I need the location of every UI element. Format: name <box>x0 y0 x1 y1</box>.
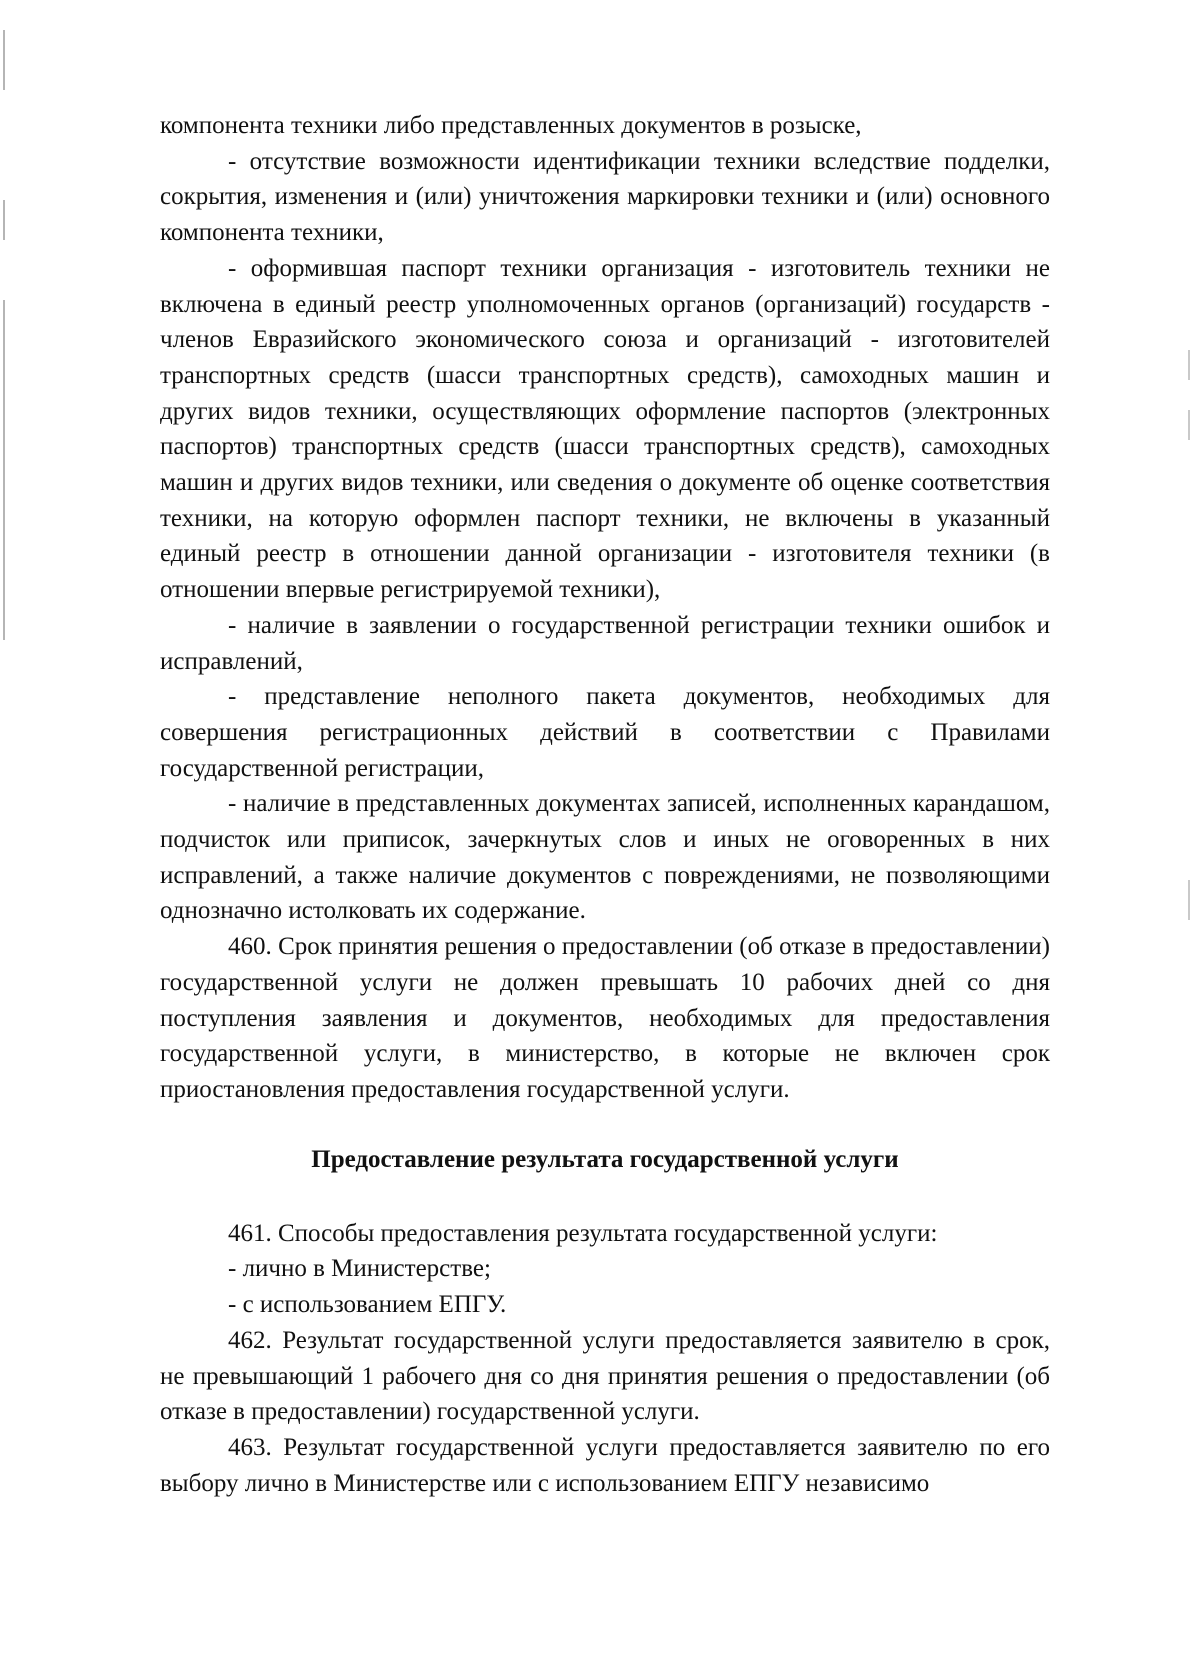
document-page <box>160 108 1050 1501</box>
scan-edge-mark <box>1188 410 1190 440</box>
list-item-epgu: - с использованием ЕПГУ. <box>228 1291 507 1319</box>
paragraph-continuation: компонента техники либо представленных документов в розыске, <box>160 112 862 139</box>
paragraph-461: 461. Способы предоставления результата государственной услуги: <box>228 1219 938 1247</box>
scan-edge-mark <box>3 30 5 90</box>
spacer <box>160 1108 1050 1142</box>
scan-edge-mark <box>3 200 5 240</box>
paragraph-463: 463. Результат государственной услуги предоставляется заявителю по его выбору лично в Министерстве или с использованием ЕПГУ независимо <box>160 1433 1050 1497</box>
paragraph-462: 462. Результат государственной услуги предоставляется заявителю в срок, не превышающий 1 рабочего дня со дня принятия решения о предоставлении (об отказе в предоставлении) государственной услуги. <box>160 1326 1050 1426</box>
paragraph-incomplete-package: - представление неполного пакета документов, необходимых для совершения регистрационных действий в соответствии с Правилами государственной регистрации, <box>160 683 1050 782</box>
paragraph-manufacturer-not-in-registry: - оформившая паспорт техники организация - изготовитель техники не включена в единый реестр уполномоченных органов (организаций) государств - членов Евразийского экономического союза и организаций - изготовителей транспортных средств (шасси транспортных средств), самоходных машин и других видов техники, осуществляющих оформление паспортов (электронных паспортов) транспортных средств (шасси транспортных средств), самоходных машин и других видов техники, или сведения о документе об оценке соответствия техники, на которую оформлен паспорт техники, не включены в указанный единый реестр в отношении данной организации - изготовителя техники (в отношении впервые регистрируемой техники), <box>160 254 1050 604</box>
paragraph-no-identification: - отсутствие возможности идентификации техники вследствие подделки, сокрытия, изменения и (или) уничтожения маркировки техники и (или) основного компонента техники, <box>160 147 1050 247</box>
scan-edge-mark <box>3 300 5 640</box>
paragraph-pencil-records: - наличие в представленных документах записей, исполненных карандашом, подчисток или приписок, зачеркнутых слов и иных не оговоренных в них исправлений, а также наличие документов с повреждениями, не позволяющими однозначно истолковать их содержание. <box>160 790 1050 925</box>
paragraph-460: 460. Срок принятия решения о предоставлении (об отказе в предоставлении) государственной услуги не должен превышать 10 рабочих дней со дня поступления заявления и документов, необходимых для предоставления государственной услуги, в министерство, в которые не включен срок приостановления предоставления государственной услуги. <box>160 933 1050 1103</box>
list-item-in-ministry: - лично в Министерстве; <box>228 1255 491 1283</box>
section-heading: Предоставление результата государственной услуги <box>311 1145 899 1173</box>
scan-edge-mark <box>1188 350 1190 380</box>
scan-edge-mark <box>1188 880 1190 920</box>
spacer <box>160 1178 1050 1216</box>
paragraph-errors-in-application: - наличие в заявлении о государственной регистрации техники ошибок и исправлений, <box>160 611 1050 675</box>
